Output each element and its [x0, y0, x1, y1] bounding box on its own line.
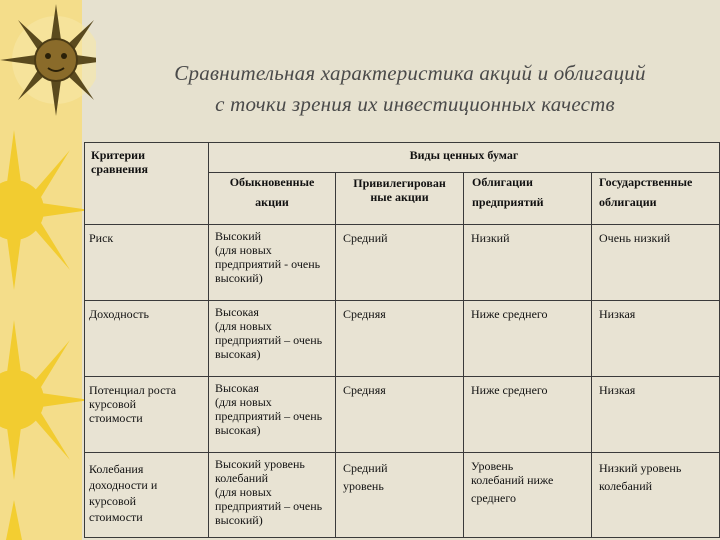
- table-row-yield: [85, 301, 720, 377]
- government-cell: Низкая: [592, 301, 720, 377]
- subheader-government: Государственные облигации: [592, 173, 720, 225]
- title-line-2: с точки зрения их инвестиционных качеств: [215, 92, 615, 116]
- corporate-cell: Ниже среднего: [464, 377, 592, 453]
- subheader-preferred: Привилегирован ные акции: [336, 173, 464, 225]
- criterion-cell: Потенциал роста курсовой стоимости: [85, 377, 209, 453]
- subheader-ordinary: Обыкновенные акции: [209, 173, 336, 225]
- sun-decoration: [0, 0, 96, 540]
- table-row-growth: [85, 377, 720, 453]
- preferred-cell: Средний уровень: [336, 453, 464, 538]
- preferred-cell: Средняя: [336, 301, 464, 377]
- preferred-cell: Средний: [336, 225, 464, 301]
- corporate-cell: Ниже среднего: [464, 301, 592, 377]
- sun-logo-icon: [0, 4, 96, 116]
- ordinary-cell: Высокий (для новых предприятий - очень высокий): [209, 225, 336, 301]
- ordinary-cell: Высокая (для новых предприятий – очень высокая): [209, 377, 336, 453]
- subheader-corporate: Облигации предприятий: [464, 173, 592, 225]
- title-line-1: Сравнительная характеристика акций и облигаций: [174, 61, 646, 85]
- slide-title: [100, 58, 720, 120]
- criterion-cell: Колебания доходности и курсовой стоимости: [85, 453, 209, 538]
- sun-rays-icon: [0, 130, 90, 540]
- table-row-volatility: [85, 453, 720, 538]
- government-cell: Низкий уровень колебаний: [592, 453, 720, 538]
- header-row: [85, 143, 720, 173]
- ordinary-cell: Высокий уровень колебаний (для новых предприятий – очень высокий): [209, 453, 336, 538]
- corporate-cell: Уровень колебаний ниже среднего: [464, 453, 592, 538]
- government-cell: Очень низкий: [592, 225, 720, 301]
- government-cell: Низкая: [592, 377, 720, 453]
- header-criteria: Критерии сравнения: [85, 143, 209, 225]
- corporate-cell: Низкий: [464, 225, 592, 301]
- criterion-cell: Риск: [85, 225, 209, 301]
- header-types: Виды ценных бумаг: [209, 143, 720, 173]
- criterion-cell: Доходность: [85, 301, 209, 377]
- comparison-table: [84, 142, 720, 538]
- preferred-cell: Средняя: [336, 377, 464, 453]
- table-row-risk: [85, 225, 720, 301]
- ordinary-cell: Высокая (для новых предприятий – очень высокая): [209, 301, 336, 377]
